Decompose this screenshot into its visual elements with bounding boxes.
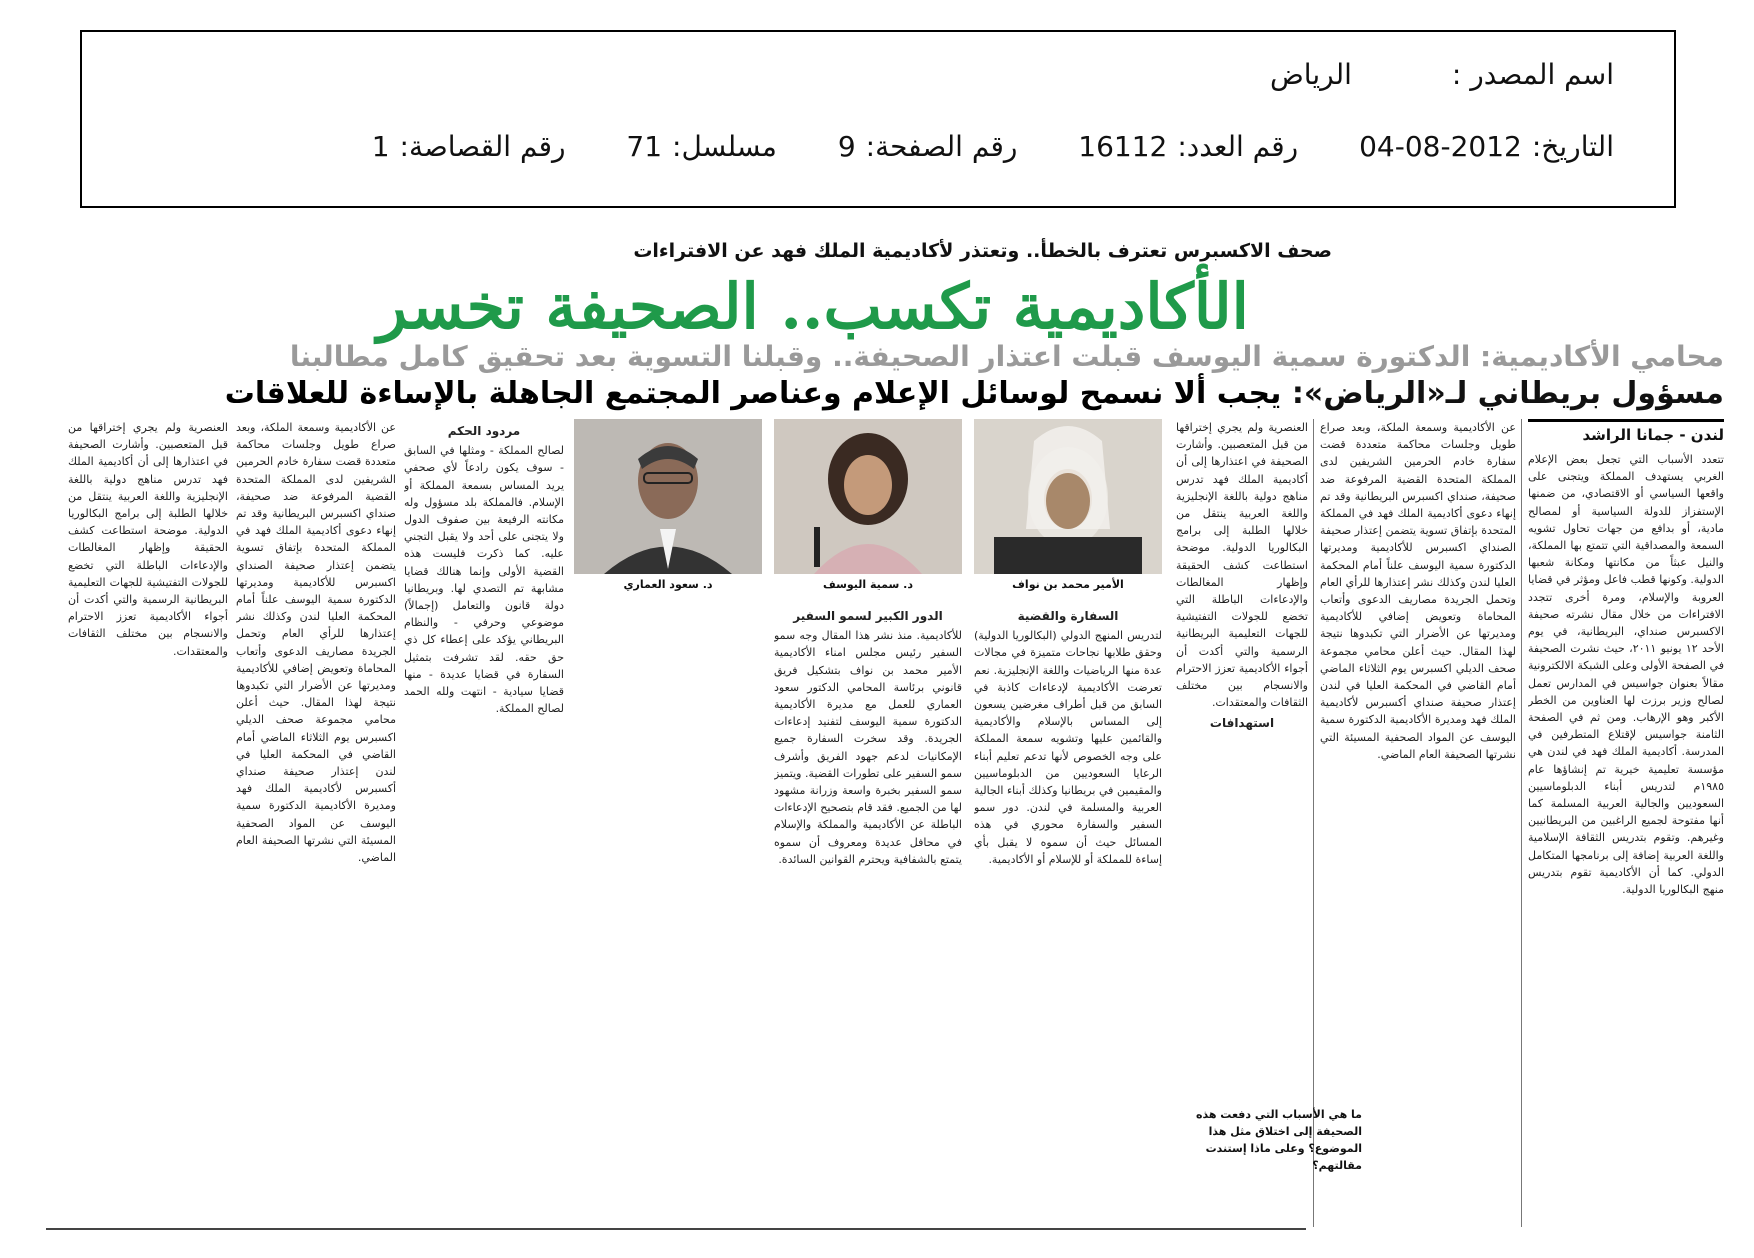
- column-6-text: لصالح المملكة - ومثلها في السابق - سوف يكون رادعاً لأي صحفي يريد المساس بسمعة المملكة أو الإسلام. فالمملكة بلد مسؤول وله مكانته الرفيعة بين صفوف الدول ولا يتجنى على أحد ولا يقبل التجني عليه. كما ذكرت فليست هذه القضية الأولى وإنما هنالك قضايا مشابهة تم التصدي لها. وبريطانيا دولة قانون والتعامل (إجمالاً) موضوعي وحرفي - والنظام البريطاني يؤكد على إعطاء كل ذي حق حقه. لقد تشرفت بتمثيل السفارة في قضايا عديدة - منها قضايا سيادية - انتهت ولله الحمد لصالح المملكة.: [404, 444, 564, 716]
- column-2-text: عن الأكاديمية وسمعة الملكة، وبعد صراع طويل وجلسات محاكمة متعددة قضت سفارة خادم الحرمين الشريفين لدى المملكة المتحدة القضية المرفوعة ضد صحيفة، صنداي اكسبرس البريطانية وقد تم إنهاء دعوى أكاديمية الملك فهد في المملكة المتحدة بإتفاق تسوية يتضمن إعتذار صحيفة الصنداي اكسبرس للأكاديمية ومديرتها الدكتورة سمية اليوسف علناً أمام المحكمة العليا لندن وكذلك نشر إعتذارها للرأي العام وتحمل الجريدة مصاريف الدعوى وأتعاب المحاماة وتعويض إضافي للأكاديمية ومديرتها عن الأضرار التي تكبدوها نتيجة لهذا المقال. حيث أعلن محامي مجموعة صحف الديلي اكسبرس يوم الثلاثاء الماضي أمام القاضي في المحكمة العليا في لندن إعتذار صحيفة صنداي أكسبرس لأكاديمية الملك فهد ومديرة الأكاديمية الدكتورة سمية اليوسف عن المواد الصحفية المسيئة التي نشرتها الصحيفة العام الماضي.: [1320, 421, 1516, 761]
- byline-text: لندن - جمانا الراشد: [1582, 426, 1724, 444]
- newspaper-clipping: [34, 236, 1732, 1242]
- article-column-8: [68, 419, 228, 1059]
- serial-value: 71: [626, 130, 663, 163]
- clip-label: رقم القصاصة:: [399, 130, 566, 163]
- article-column-6: [404, 419, 564, 1059]
- subsection-heading: الدور الكبير لسمو السفير: [793, 609, 943, 623]
- boxed-question: ما هي الأسباب التي دفعت هذه الصحيفة إلى اختلاق مثل هذا الموضوع؟ وعلى ماذا إستندت مقالتهم؟: [1196, 1108, 1362, 1172]
- column-7-text: عن الأكاديمية وسمعة الملكة، وبعد صراع طويل وجلسات محاكمة متعددة قضت سفارة خادم الحرمين الشريفين لدى المملكة المتحدة القضية المرفوعة ضد صحيفة، صنداي اكسبرس البريطانية وقد تم إنهاء دعوى أكاديمية الملك فهد في المملكة المتحدة بإتفاق تسوية يتضمن إعتذار صحيفة الصنداي اكسبرس للأكاديمية ومديرتها الدكتورة سمية اليوسف علناً أمام المحكمة العليا لندن وكذلك نشر إعتذارها للرأي العام وتحمل الجريدة مصاريف الدعوى وأتعاب المحاماة وتعويض إضافي للأكاديمية ومديرتها عن الأضرار التي تكبدوها نتيجة لهذا المقال. حيث أعلن محامي مجموعة صحف الديلي اكسبرس يوم الثلاثاء الماضي أمام القاضي في المحكمة العليا في لندن إعتذار صحيفة صنداي أكسبرس لأكاديمية الملك فهد ومديرة الأكاديمية الدكتورة سمية اليوسف عن المواد الصحفية المسيئة التي نشرتها الصحيفة العام الماضي.: [236, 421, 396, 865]
- article-column-3: [1176, 419, 1308, 1079]
- photo-director-caption: د. سمية اليوسف: [822, 578, 914, 591]
- photo-lawyer-caption: د. سعود العماري: [623, 578, 713, 591]
- article-column-7: [236, 419, 396, 1059]
- metadata-box: [80, 30, 1676, 208]
- column-4-text: لتدريس المنهج الدولي (البكالوريا الدولية) وحقق طلابها نجاحات متميزة في مجالات عدة منها الرياضيات واللغة الإنجليزية. نعم تعرضت الأكاديمية لإدعاءات كاذبة في السابق من قبل أطراف مغرضين يسعون إلى المساس بالإسلام والأكاديمية والقائمين عليها وتشويه سمعة المملكة على وجه الخصوص لأنها تدعم تعليم أبناء الرعايا السعوديين من الدبلوماسيين والمقيمين في بريطانيا وكذلك أبناء الجالية العربية والمسلمة في لندن. دور سمو السفير والسفارة محوري في هذه المسائل حيث أن سموه لا يقبل بأي إساءة للمملكة أو للإسلام أو الأكاديمية.: [974, 629, 1162, 866]
- source-line: [1270, 58, 1614, 91]
- secondary-headline-start: مسؤول بريطاني لـ«الرياض»:: [1291, 376, 1724, 411]
- photo-prince-caption: الأمير محمد بن نواف: [1012, 578, 1124, 591]
- photo-lawyer: [574, 419, 762, 574]
- date-value: 2012-08-04: [1359, 130, 1522, 163]
- issue-label: رقم العدد:: [1177, 130, 1299, 163]
- article-column-5: [774, 604, 962, 1224]
- secondary-headline-end: يجب ألا نسمح لوسائل الإعلام وعناصر المجتمع الجاهلة بالإساءة للعلاقات: [224, 376, 1282, 411]
- column-1-text: تتعدد الأسباب التي تجعل بعض الإعلام الغربي يستهدف المملكة ويتجنى على واقعها السياسي أو الاقتصادي، من ضمنها الإستفزاز للدولة السياسية أو لمصالح مادية، أو بدافع من جهات تحاول تشويه السمعة والمصداقية التي تتمتع بها المملكة، والنيل عبثاً من مكانتها ومكانة شعبها الدولية. وكونها قطب فاعل ومؤثر في قضايا العروبة والإسلام، ومرة أخرى تتجدد الافتراءات من خلال مقال نشرته صحيفة الاكسبرس صنداي، البريطانية، في يوم الأحد ١٢ يونيو ٢٠١١، حيث نشرت الصحيفة في الصفحة الأولى وعلى الشبكة الالكترونية مقالاً بعنوان جواسيس في المدارس تعمل لصالح وزير برزت لها العناوين من الخطر الأكبر وهو الإرهاب. ومن ثم في الصفحة الثامنة جواسيس لإقتلاع المتطرفين في المدرسة. أكاديمية الملك فهد في لندن هي مؤسسة تعليمية خيرية تم إنشاؤها عام ١٩٨٥م لتدريس أبناء الدبلوماسيين السعوديين والجالية العربية المسلمة كما أنها مفتوحة لجميع الراغبين من البريطانيين وغيرهم. وتقوم بتدريس الثقافة الإسلامية واللغة العربية إضافة إلى برنامجها المتكامل الدولي. كما أن الأكاديمية تقوم بتدريس منهج البكالوريا الدولية.: [1528, 453, 1724, 897]
- date-label: التاريخ:: [1531, 130, 1614, 163]
- subsection-heading: استهدافات: [1209, 716, 1275, 731]
- subsection-heading: السفارة والقضية: [1017, 609, 1119, 623]
- column-8-text: العنصرية ولم يجري إختراقها من قبل المتعصبين. وأشارت الصحيفة في اعتذارها إلى أن أكاديمية الملك فهد تدرس مناهج دولية باللغة الإنجليزية واللغة العربية ينتقل من خلالها الطلبة إلى برامج البكالوريا الدولية. موضحة استطاعت كشف الحقيقة وإظهار المغالطات والإدعاءات الباطلة التي تخضع للجولات التفتيشية للجهات التعليمية البريطانية الرسمية والتي أكدت أن أجواء الأكاديمية تعزز الاحترام والانسجام بين مختلف الثقافات والمعتقدات.: [68, 421, 228, 658]
- column-5-text: للأكاديمية. منذ نشر هذا المقال وجه سمو السفير رئيس مجلس امناء الأكاديمية الأمير محمد بن نواف بتشكيل فريق قانوني برئاسة المحامي الدكتور سعود العماري للعمل مع مديرة الأكاديمية الدكتورة سمية اليوسف لتفنيد إدعاءات الجريدة. وقد سخرت السفارة جميع الإمكانيات لدعم جهود الفريق وأشرف سمو السفير على تطورات القضية. ويتميز سمو السفير بخبرة واسعة وزرانة مشهود لها من الجميع. فقد قام بتصحيح الإدعاءات الباطلة عن الأكاديمية والمملكة والإسلام في محافل عديدة ومعروف أن سموه يتمتع بالشفافية ويحترم القوانين السائدة.: [774, 629, 962, 866]
- serial-label: مسلسل:: [672, 130, 777, 163]
- details-line: [372, 130, 1614, 163]
- column-divider: [1521, 419, 1522, 1227]
- page-value: 9: [837, 130, 856, 163]
- page-label: رقم الصفحة:: [865, 130, 1018, 163]
- source-value: الرياض: [1269, 58, 1352, 91]
- main-headline: الأكاديمية تكسب.. الصحيفة تخسر: [377, 270, 1249, 343]
- kicker-headline: صحف الاكسبرس تعترف بالخطأ.. وتعتذر لأكاديمية الملك فهد عن الافتراءات: [633, 240, 1332, 262]
- source-label: اسم المصدر :: [1451, 58, 1614, 91]
- secondary-headline: [225, 376, 1724, 411]
- photo-director: [774, 419, 962, 574]
- bottom-rule: [46, 1228, 1306, 1230]
- byline: [1528, 419, 1724, 448]
- column-3-text: العنصرية ولم يجري إختراقها من قبل المتعصبين. وأشارت الصحيفة في اعتذارها إلى أن أكاديمية الملك فهد تدرس مناهج دولية باللغة الإنجليزية واللغة العربية ينتقل من خلالها الطلبة إلى برامج البكالوريا الدولية. موضحة استطاعت كشف الحقيقة وإظهار المغالطات والإدعاءات الباطلة التي تخضع للجولات التفتيشية للجهات التعليمية البريطانية الرسمية والتي أكدت أن أجواء الأكاديمية تعزز الاحترام والانسجام بين مختلف الثقافات والمعتقدات.: [1176, 421, 1308, 710]
- article-column-4: [974, 604, 1162, 1224]
- clip-value: 1: [371, 130, 390, 163]
- issue-value: 16112: [1078, 130, 1168, 163]
- subheadline: محامي الأكاديمية: الدكتورة سمية اليوسف قبلت اعتذار الصحيفة.. وقبلنا التسوية بعد تحقيق كامل مطالبنا: [289, 340, 1724, 373]
- article-column-1: [1528, 451, 1724, 1226]
- subsection-heading: مردود الحكم: [447, 424, 521, 438]
- photo-prince: [974, 419, 1162, 574]
